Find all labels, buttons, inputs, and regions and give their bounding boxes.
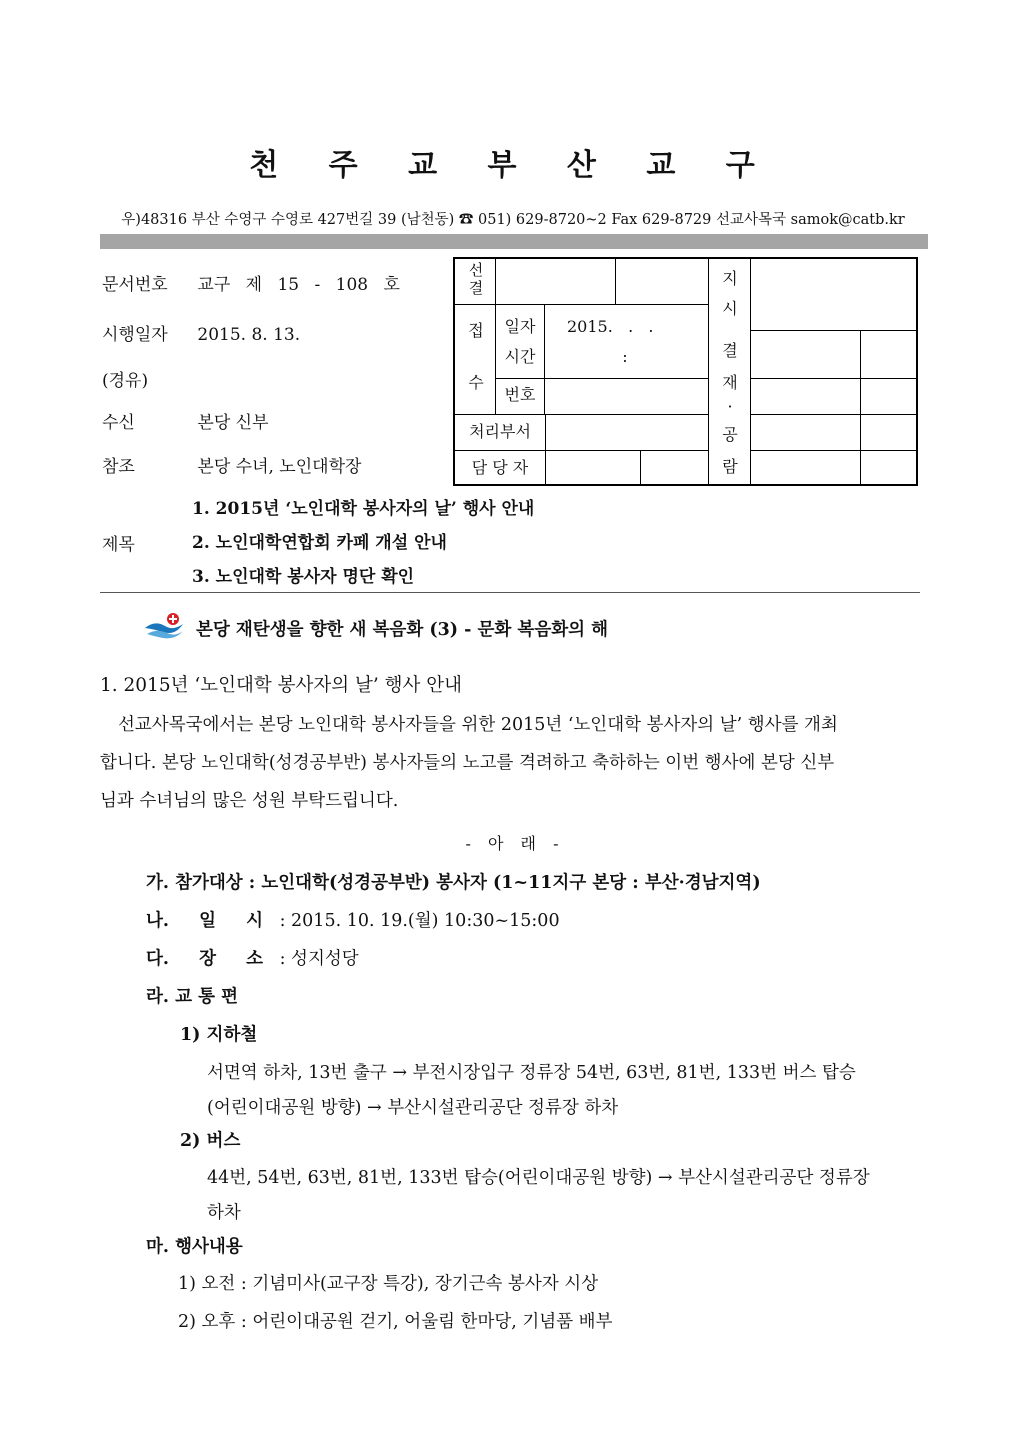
bus-line-1: 44번, 54번, 63번, 81번, 133번 탑승(어린이대공원 방향) → 부산시설관리공단 정류장: [207, 1168, 870, 1188]
target-value: 노인대학(성경공부반) 봉사자 (1~11지구 본당 : 부산·경남지역): [261, 873, 761, 893]
receipt-number-label: 번호: [504, 385, 536, 404]
seongyeol-label-2: 결: [468, 279, 484, 297]
instruction-label-1: 지: [722, 269, 738, 288]
approval-label-2: 재: [722, 373, 738, 392]
via-label: (경유): [102, 371, 149, 391]
approval-label-3: ·: [727, 397, 733, 416]
intro-line-2: 합니다. 본당 노인대학(성경공부반) 봉사자들의 노고를 격려하고 축하하는 이번 행사에 본당 신부: [100, 753, 835, 773]
program-label: 마. 행사내용: [146, 1237, 243, 1257]
person-in-charge-label: 담 당 자: [471, 458, 529, 477]
subject-line-2: 2. 노인대학연합회 카페 개설 안내: [192, 533, 447, 553]
reference-row: [102, 452, 361, 477]
doc-number-label: 문서번호: [102, 275, 168, 295]
item-na: [146, 907, 560, 932]
diocese-logo-icon: [143, 612, 185, 640]
datetime-value: : 2015. 10. 19.(월) 10:30~15:00: [279, 911, 560, 931]
header-divider: [100, 234, 928, 249]
intro-line-3: 님과 수녀님의 많은 성원 부탁드립니다.: [100, 791, 399, 811]
subway-line-1: 서면역 하차, 13번 출구 → 부전시장입구 정류장 54번, 63번, 81번, 133번 버스 탑승: [207, 1063, 856, 1083]
receipt-time-field: :: [622, 347, 628, 366]
program-afternoon: 2) 오후 : 어린이대공원 걷기, 어울림 한마당, 기념품 배부: [178, 1312, 613, 1332]
instruction-label-2: 시: [722, 299, 738, 318]
notice-divider-label: - 아 래 -: [465, 834, 559, 853]
recipient-value: 본당 신부: [197, 413, 269, 433]
slogan-text: 본당 재탄생을 향한 새 복음화 (3) - 문화 복음화의 해: [196, 620, 609, 640]
bus-line-2: 하차: [207, 1203, 241, 1223]
jeopsu-label-1: 접: [468, 321, 484, 340]
subway-line-2: (어린이대공원 방향) → 부산시설관리공단 정류장 하차: [207, 1098, 619, 1118]
receipt-date-label: 일자: [504, 317, 536, 336]
recipient-row: [102, 408, 269, 433]
seongyeol-label-1: 선: [468, 261, 484, 279]
transport-label: 라. 교 통 편: [146, 987, 238, 1007]
doc-number-row: [102, 270, 400, 295]
processing-dept-label: 처리부서: [469, 422, 531, 441]
intro-line-1: 선교사목국에서는 본당 노인대학 봉사자들을 위한 2015년 ‘노인대학 봉사자의 날’ 행사를 개최: [118, 715, 838, 735]
venue-value: : 성지성당: [279, 949, 359, 969]
section-heading: 1. 2015년 ‘노인대학 봉사자의 날’ 행사 안내: [100, 675, 462, 696]
issue-date-value: 2015. 8. 13.: [197, 325, 301, 345]
bus-label: 2) 버스: [180, 1131, 241, 1151]
subway-label: 1) 지하철: [180, 1025, 258, 1045]
item-ga: [146, 869, 761, 894]
datetime-label: 나. 일 시: [146, 911, 263, 931]
jeopsu-label-2: 수: [468, 373, 484, 392]
doc-number-value: 교구 제 15 - 108 호: [197, 275, 400, 295]
diocese-address: 우)48316 부산 수영구 수영로 427번길 39 (남천동) ☎ 051) 629-8720~2 Fax 629-8729 선교사목국 samok@catb.kr: [121, 212, 905, 228]
item-da: [146, 945, 359, 970]
receipt-date-field: 2015. . .: [567, 317, 654, 336]
subject-line-3: 3. 노인대학 봉사자 명단 확인: [192, 567, 415, 587]
reference-label: 참조: [102, 457, 135, 477]
document-title: 천 주 교 부 산 교 구: [249, 148, 775, 183]
subject-divider: [100, 592, 920, 593]
approval-box: [453, 257, 918, 486]
venue-label: 다. 장 소: [146, 949, 263, 969]
reference-value: 본당 수녀, 노인대학장: [197, 457, 362, 477]
approval-label-1: 결: [722, 341, 738, 360]
issue-date-label: 시행일자: [102, 325, 168, 345]
receipt-time-label: 시간: [504, 347, 536, 366]
subject-line-1: 1. 2015년 ‘노인대학 봉사자의 날’ 행사 안내: [192, 499, 535, 519]
subject-label: 제목: [102, 535, 135, 555]
approval-label-4: 공: [722, 425, 738, 444]
approval-label-5: 람: [722, 457, 738, 476]
recipient-label: 수신: [102, 413, 135, 433]
target-label: 가. 참가대상 :: [146, 873, 256, 893]
program-morning: 1) 오전 : 기념미사(교구장 특강), 장기근속 봉사자 시상: [178, 1274, 599, 1294]
issue-date-row: [102, 320, 300, 345]
